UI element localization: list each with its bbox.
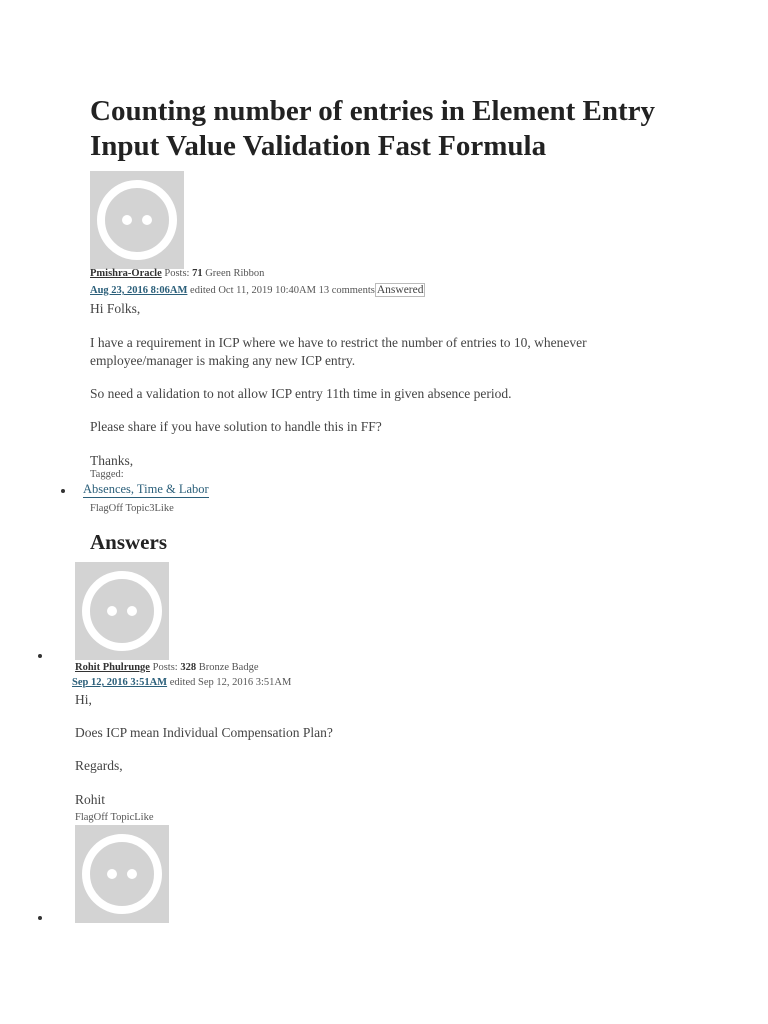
- ribbon-badge: Green Ribbon: [205, 268, 265, 279]
- answer-body-line: Hi,: [75, 692, 92, 707]
- answer-body-line: Rohit: [75, 792, 106, 807]
- answer-body-line: Regards,: [75, 758, 123, 773]
- question-body-line: Thanks,: [90, 453, 134, 468]
- question-actions[interactable]: FlagOff Topic3Like: [90, 503, 174, 514]
- answer-author-avatar[interactable]: [75, 562, 169, 660]
- question-body-line: I have a requirement in ICP where we have to restrict the number of entries to 10, whenever employee/manager is making any new ICP entry.: [90, 335, 587, 368]
- posts-count: 328: [180, 662, 197, 673]
- comments-count[interactable]: 13 comments: [318, 285, 375, 296]
- tagged-label: Tagged:: [90, 469, 124, 480]
- user-placeholder-icon: [90, 171, 184, 269]
- posts-label: Posts:: [152, 662, 178, 673]
- question-body-line: Hi Folks,: [90, 301, 141, 316]
- posts-count: 71: [192, 268, 203, 279]
- answer-author-avatar[interactable]: [75, 825, 169, 923]
- user-placeholder-icon: [75, 562, 169, 660]
- answer-bullet: [38, 916, 42, 920]
- answer-date-meta: [72, 677, 291, 688]
- author-name-link[interactable]: Pmishra-Oracle: [90, 268, 162, 279]
- answer-badge: Bronze Badge: [198, 662, 259, 673]
- edited-text: edited Oct 11, 2019 10:40AM: [190, 285, 316, 296]
- answers-heading: Answers: [90, 530, 167, 554]
- user-placeholder-icon: [75, 825, 169, 923]
- answer-edited-text: edited Sep 12, 2016 3:51AM: [169, 677, 292, 688]
- answer-date-link[interactable]: Sep 12, 2016 3:51AM: [72, 677, 168, 688]
- answer-actions[interactable]: FlagOff TopicLike: [75, 812, 154, 823]
- posts-label: Posts:: [164, 268, 190, 279]
- answer-bullet: [38, 654, 42, 658]
- question-body-line: So need a validation to not allow ICP entry 11th time in given absence period.: [90, 386, 512, 401]
- answer-body-line: Does ICP mean Individual Compensation Plan?: [75, 725, 333, 740]
- tag-bullet: [61, 489, 65, 493]
- page-title: Counting number of entries in Element Entry Input Value Validation Fast Formula: [90, 95, 655, 162]
- post-date-link[interactable]: Aug 23, 2016 8:06AM: [90, 285, 188, 296]
- author-avatar[interactable]: [90, 171, 184, 269]
- question-body-line: Please share if you have solution to handle this in FF?: [90, 419, 382, 434]
- answer-author-name-link[interactable]: Rohit Phulrunge: [75, 662, 150, 673]
- answered-badge: Answered: [376, 284, 424, 296]
- question-author-meta: [90, 268, 264, 279]
- answer-author-meta: [75, 662, 259, 673]
- question-date-meta: [90, 284, 425, 296]
- tag-link[interactable]: Absences, Time & Labor: [83, 482, 209, 496]
